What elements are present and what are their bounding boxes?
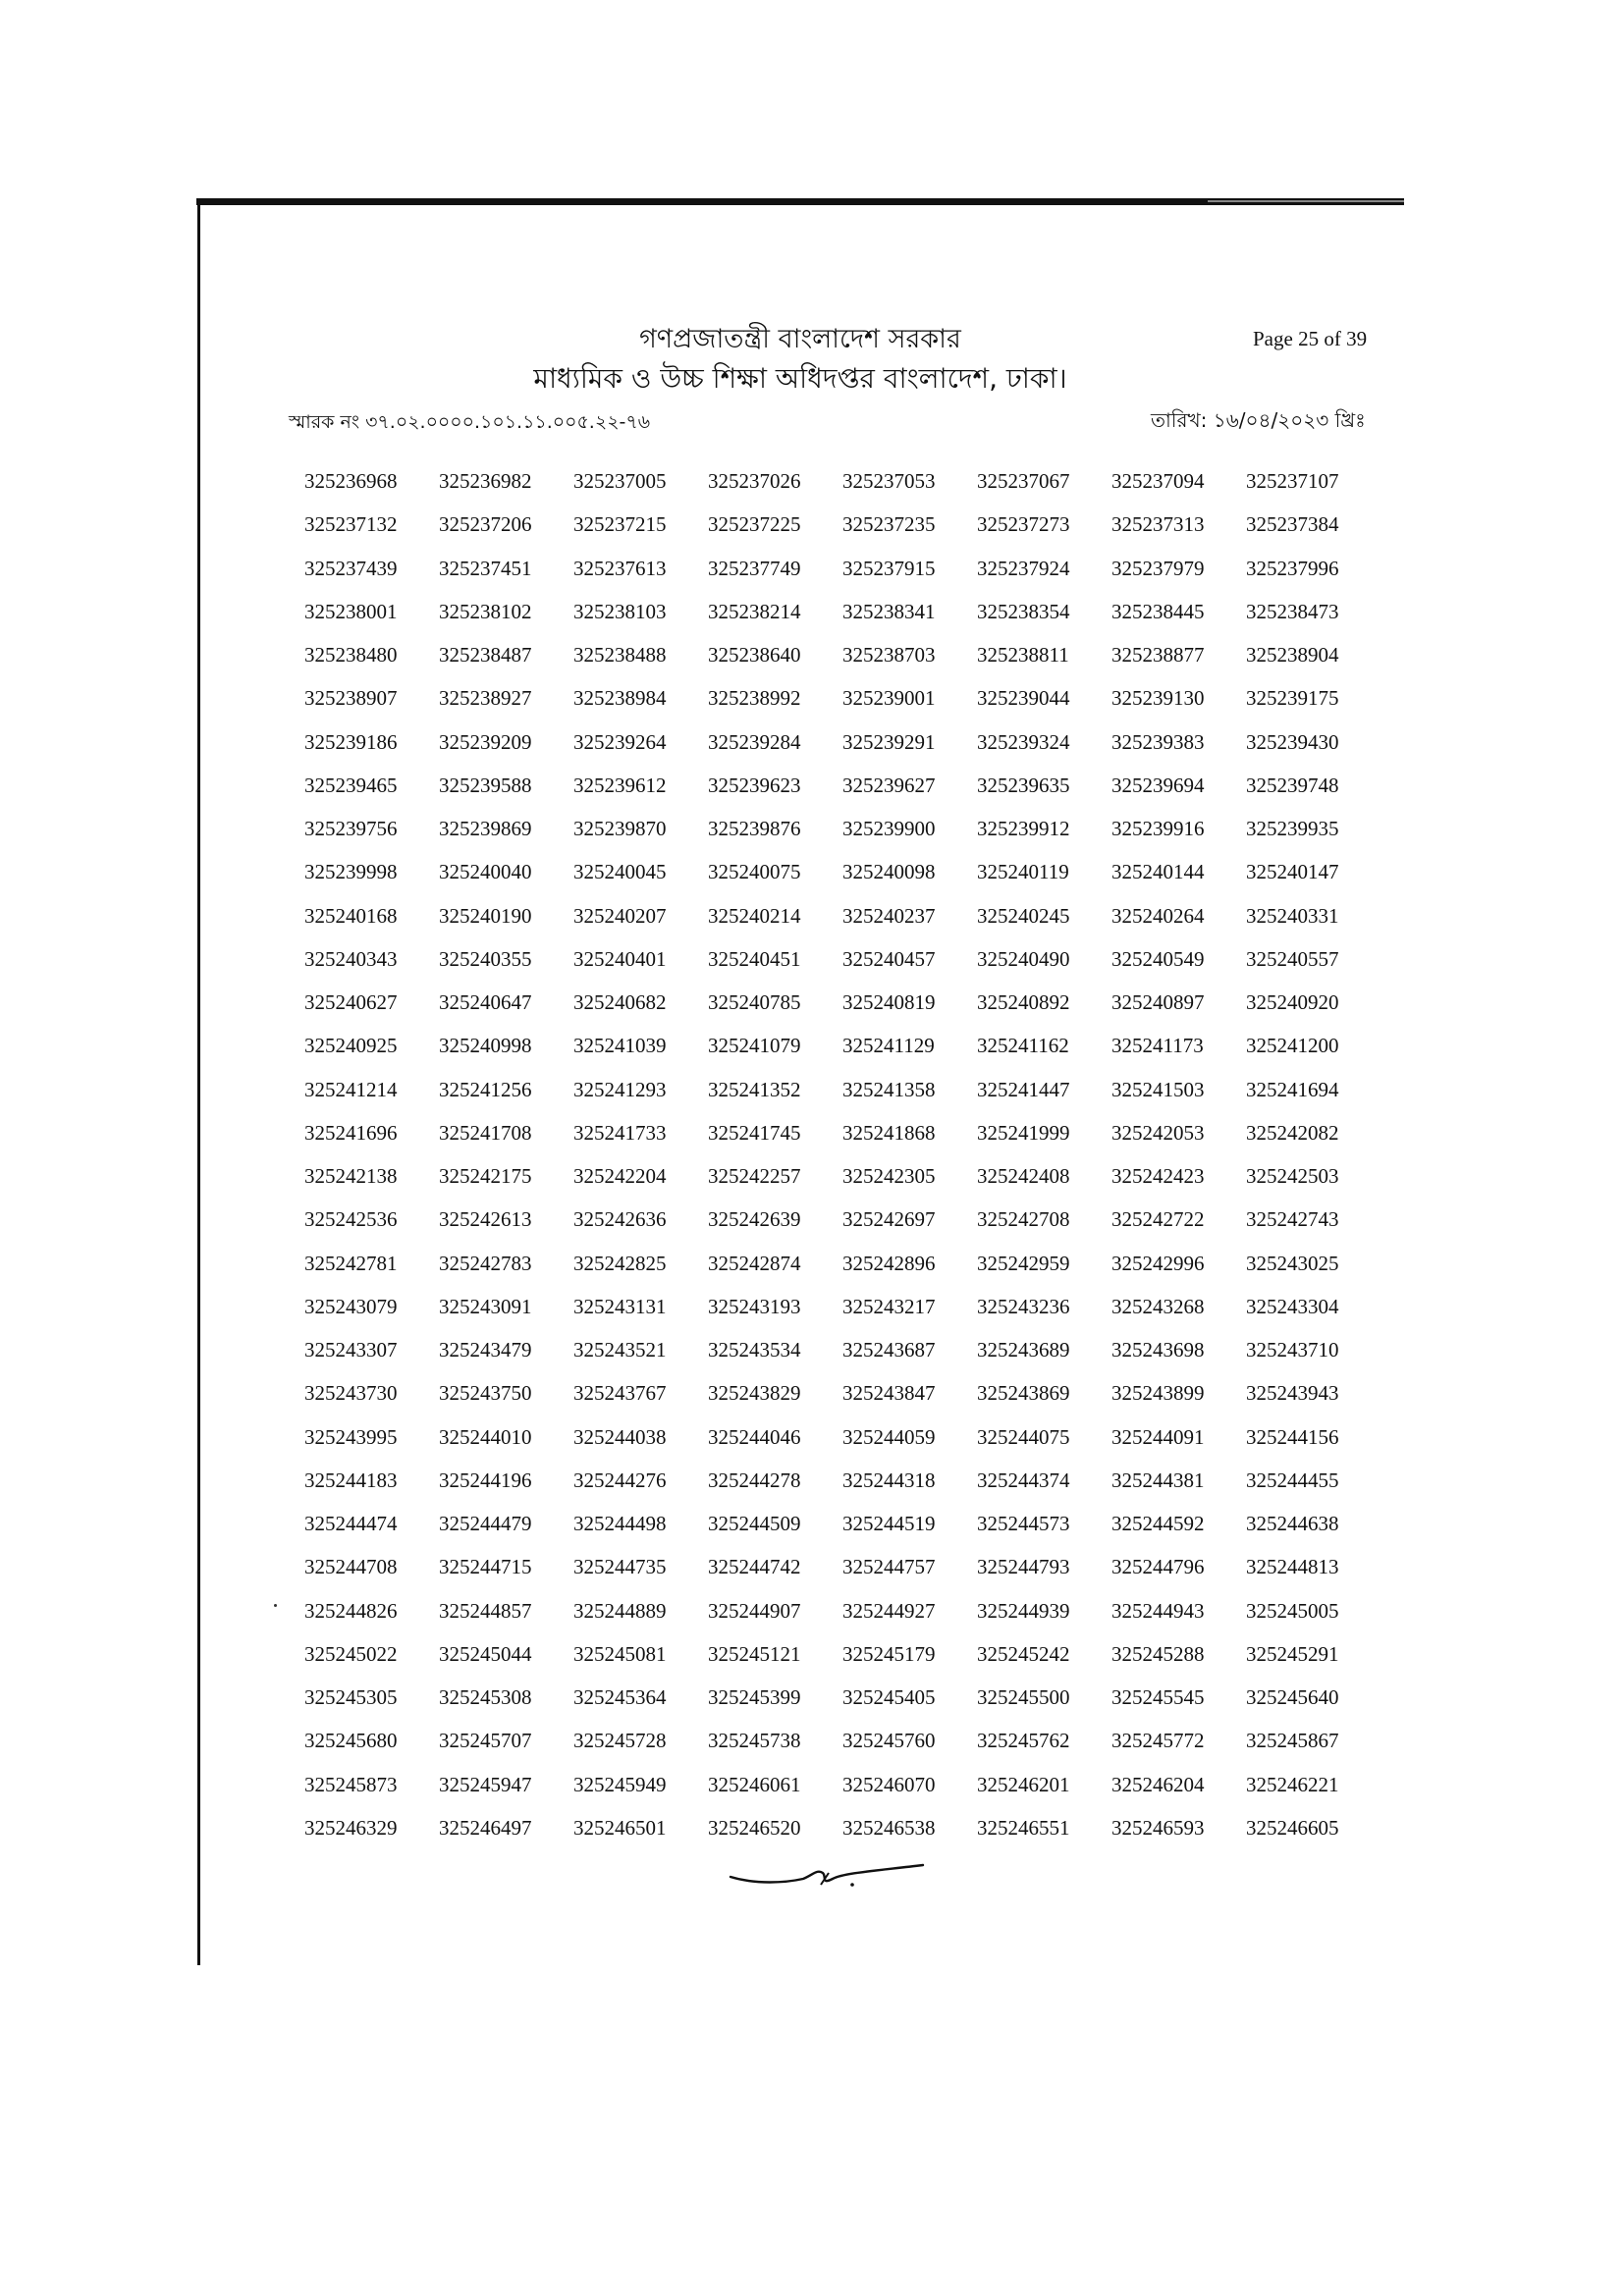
roll-number-cell: 325243687 [842, 1338, 936, 1362]
roll-number-cell: 325242305 [842, 1164, 936, 1188]
roll-number-cell: 325245760 [842, 1729, 936, 1753]
roll-number-cell: 325238877 [1111, 643, 1205, 667]
roll-number-cell: 325238907 [304, 686, 398, 711]
roll-number-cell: 325237273 [977, 512, 1070, 537]
roll-number-cell: 325246201 [977, 1772, 1070, 1796]
roll-number-cell: 325237206 [439, 512, 532, 537]
roll-number-cell: 325237451 [439, 556, 532, 580]
roll-number-cell: 325243730 [304, 1381, 398, 1406]
roll-number-cell: 325242874 [708, 1251, 801, 1275]
roll-number-cell: 325243829 [708, 1381, 801, 1406]
roll-number-cell: 325240168 [304, 903, 398, 928]
roll-number-cell: 325242053 [1111, 1120, 1205, 1145]
roll-number-cell: 325239900 [842, 817, 936, 840]
roll-number-cell: 325239612 [573, 773, 667, 797]
roll-number-cell: 325242204 [573, 1164, 667, 1188]
roll-number-cell: 325245242 [977, 1641, 1070, 1666]
roll-number-cell: 325240401 [573, 946, 667, 971]
roll-number-cell: 325237613 [573, 556, 667, 580]
roll-number-cell: 325242722 [1111, 1207, 1205, 1232]
document-header [196, 320, 1404, 399]
roll-number-cell: 325244638 [1246, 1512, 1339, 1535]
roll-number-cell: 325239130 [1111, 686, 1205, 711]
roll-number-cell: 325246204 [1111, 1772, 1205, 1796]
roll-number-cell: 325242082 [1246, 1120, 1339, 1145]
roll-number-cell: 325246605 [1246, 1815, 1339, 1840]
roll-number-cell: 325242613 [439, 1207, 532, 1232]
roll-number-cell: 325241694 [1246, 1077, 1339, 1101]
roll-number-cell: 325239623 [708, 773, 801, 797]
roll-number-cell: 325243193 [708, 1294, 801, 1318]
roll-number-cell: 325236968 [304, 469, 398, 493]
roll-number-cell: 325244857 [439, 1598, 532, 1623]
left-border-rule [197, 198, 200, 1965]
roll-number-cell: 325245772 [1111, 1729, 1205, 1753]
roll-number-cell: 325245179 [842, 1641, 936, 1666]
roll-number-cell: 325241214 [304, 1077, 398, 1101]
roll-number-cell: 325244474 [304, 1512, 398, 1535]
roll-number-cell: 325242639 [708, 1207, 801, 1232]
roll-number-cell: 325242708 [977, 1207, 1070, 1232]
roll-number-cell: 325241256 [439, 1077, 532, 1101]
roll-number-cell: 325244826 [304, 1598, 398, 1623]
roll-number-cell: 325241503 [1111, 1077, 1205, 1101]
roll-number-cell: 325244757 [842, 1555, 936, 1579]
roll-number-cell: 325238487 [439, 643, 532, 667]
roll-number-cell: 325245044 [439, 1641, 532, 1666]
roll-number-cell: 325245640 [1246, 1685, 1339, 1709]
roll-number-cell: 325240897 [1111, 990, 1205, 1014]
roll-number-cell: 325246061 [708, 1772, 801, 1796]
roll-number-cell: 325245288 [1111, 1641, 1205, 1666]
roll-number-cell: 325241352 [708, 1077, 801, 1101]
roll-number-cell: 325239870 [573, 817, 667, 840]
roll-number-cell: 325243698 [1111, 1338, 1205, 1362]
roll-number-cell: 325241745 [708, 1120, 801, 1145]
roll-number-cell: 325237924 [977, 556, 1070, 580]
roll-number-cell: 325239291 [842, 729, 936, 754]
roll-number-cell: 325239264 [573, 729, 667, 754]
roll-number-cell: 325246593 [1111, 1815, 1205, 1840]
roll-number-cell: 325238354 [977, 599, 1070, 623]
roll-number-cell: 325245081 [573, 1641, 667, 1666]
roll-number-cell: 325244278 [708, 1468, 801, 1492]
roll-number-cell: 325244374 [977, 1468, 1070, 1492]
roll-number-cell: 325243079 [304, 1294, 398, 1318]
roll-number-cell: 325238102 [439, 599, 532, 623]
roll-number-cell: 325240119 [977, 860, 1069, 884]
roll-number-cell: 325243304 [1246, 1294, 1339, 1318]
roll-number-cell: 325238927 [439, 686, 532, 711]
roll-number-cell: 325239635 [977, 773, 1070, 797]
roll-number-cell: 325240998 [439, 1034, 532, 1058]
roll-number-cell: 325240490 [977, 946, 1070, 971]
roll-number-cell: 325244183 [304, 1468, 398, 1492]
roll-number-cell: 325238001 [304, 599, 398, 623]
roll-number-cell: 325244509 [708, 1512, 801, 1535]
roll-number-cell: 325245305 [304, 1685, 398, 1709]
roll-number-cell: 325239588 [439, 773, 532, 797]
roll-number-cell: 325240682 [573, 990, 667, 1014]
roll-number-cell: 325241173 [1111, 1034, 1204, 1058]
roll-number-cell: 325240892 [977, 990, 1070, 1014]
roll-number-cell: 325244318 [842, 1468, 936, 1492]
roll-number-cell: 325239465 [304, 773, 398, 797]
roll-number-cell: 325244479 [439, 1512, 532, 1535]
roll-number-cell: 325242408 [977, 1164, 1070, 1188]
roll-number-cell: 325240045 [573, 860, 667, 884]
government-title: গণপ্রজাতন্ত্রী বাংলাদেশ সরকার [639, 324, 961, 354]
roll-number-cell: 325240925 [304, 1034, 398, 1058]
roll-number-cell: 325243268 [1111, 1294, 1205, 1318]
roll-number-cell: 325243025 [1246, 1251, 1339, 1275]
page-number: Page 25 of 39 [1253, 327, 1368, 350]
roll-number-cell: 325243899 [1111, 1381, 1205, 1406]
roll-number-cell: 325243689 [977, 1338, 1070, 1362]
roll-number-cell: 325244046 [708, 1424, 801, 1449]
roll-number-cell: 325243131 [573, 1294, 667, 1318]
roll-number-cell: 325238640 [708, 643, 801, 667]
roll-number-cell: 325240040 [439, 860, 532, 884]
roll-number-cell: 325243091 [439, 1294, 532, 1318]
roll-number-table [304, 459, 1380, 1849]
roll-number-cell: 325236982 [439, 469, 532, 493]
roll-number-cell: 325238473 [1246, 599, 1339, 623]
roll-number-cell: 325242896 [842, 1251, 936, 1275]
roll-number-cell: 325244592 [1111, 1512, 1205, 1535]
roll-number-cell: 325237026 [708, 469, 801, 493]
roll-number-cell: 325243750 [439, 1381, 532, 1406]
roll-number-cell: 325244196 [439, 1468, 532, 1492]
roll-number-cell: 325243710 [1246, 1338, 1339, 1362]
roll-number-cell: 325241696 [304, 1120, 398, 1145]
roll-number-cell: 325245405 [842, 1685, 936, 1709]
roll-number-cell: 325245364 [573, 1685, 667, 1709]
roll-number-cell: 325244793 [977, 1555, 1070, 1579]
roll-number-cell: 325245680 [304, 1729, 398, 1753]
roll-number-cell: 325240549 [1111, 946, 1205, 971]
roll-number-cell: 325244498 [573, 1512, 667, 1535]
roll-number-cell: 325244038 [573, 1424, 667, 1449]
roll-number-cell: 325245873 [304, 1772, 398, 1796]
roll-number-cell: 325240190 [439, 903, 532, 928]
roll-number-cell: 325239998 [304, 860, 398, 884]
roll-number-cell: 325237915 [842, 556, 936, 580]
roll-number-cell: 325244715 [439, 1555, 532, 1579]
roll-number-cell: 325238984 [573, 686, 667, 711]
roll-number-cell: 325239175 [1246, 686, 1339, 711]
roll-number-cell: 325239430 [1246, 729, 1339, 754]
roll-number-cell: 325237996 [1246, 556, 1339, 580]
roll-number-cell: 325237749 [708, 556, 801, 580]
roll-number-cell: 325245399 [708, 1685, 801, 1709]
roll-number-cell: 325237313 [1111, 512, 1205, 537]
roll-number-cell: 325240627 [304, 990, 398, 1014]
roll-number-cell: 325243534 [708, 1338, 801, 1362]
roll-number-cell: 325246497 [439, 1815, 532, 1840]
roll-number-cell: 325239912 [977, 817, 1070, 840]
roll-number-cell: 325244742 [708, 1555, 801, 1579]
roll-number-cell: 325240819 [842, 990, 936, 1014]
roll-number-cell: 325238904 [1246, 643, 1339, 667]
roll-number-cell: 325239869 [439, 817, 532, 840]
roll-number-cell: 325245728 [573, 1729, 667, 1753]
scan-speck [274, 1604, 277, 1607]
roll-number-cell: 325240355 [439, 946, 532, 971]
roll-number-cell: 325240920 [1246, 990, 1339, 1014]
roll-number-cell: 325245308 [439, 1685, 532, 1709]
roll-number-cell: 325244939 [977, 1598, 1070, 1623]
roll-number-cell: 325241708 [439, 1120, 532, 1145]
roll-number-cell: 325242781 [304, 1251, 398, 1275]
roll-number-cell: 325237132 [304, 512, 398, 537]
roll-number-cell: 325240557 [1246, 946, 1339, 971]
roll-number-cell: 325242423 [1111, 1164, 1205, 1188]
roll-number-cell: 325239876 [708, 817, 801, 840]
roll-number-cell: 325239748 [1246, 773, 1339, 797]
roll-number-cell: 325240147 [1246, 860, 1339, 884]
roll-number-cell: 325244907 [708, 1598, 801, 1623]
roll-number-cell: 325241999 [977, 1120, 1070, 1145]
roll-number-cell: 325241868 [842, 1120, 936, 1145]
roll-number-cell: 325245867 [1246, 1729, 1339, 1753]
roll-number-cell: 325244455 [1246, 1468, 1339, 1492]
roll-number-cell: 325242959 [977, 1251, 1070, 1275]
roll-number-cell: 325245545 [1111, 1685, 1205, 1709]
roll-number-cell: 325241358 [842, 1077, 936, 1101]
roll-number-cell: 325240343 [304, 946, 398, 971]
roll-number-cell: 325242536 [304, 1207, 398, 1232]
roll-number-cell: 325243995 [304, 1424, 398, 1449]
roll-number-cell: 325239935 [1246, 817, 1339, 840]
roll-number-cell: 325241200 [1246, 1034, 1339, 1058]
roll-number-cell: 325242697 [842, 1207, 936, 1232]
memo-date: তারিখ: ১৬/০৪/২০২৩ খ্রিঃ [1151, 408, 1366, 432]
roll-number-cell: 325240457 [842, 946, 936, 971]
roll-number-cell: 325245500 [977, 1685, 1070, 1709]
roll-number-cell: 325240264 [1111, 903, 1205, 928]
roll-number-cell: 325242996 [1111, 1251, 1205, 1275]
roll-number-cell: 325241039 [573, 1034, 667, 1058]
roll-number-cell: 325245947 [439, 1772, 532, 1796]
roll-number-cell: 325239186 [304, 729, 398, 754]
roll-number-cell: 325238811 [977, 643, 1069, 667]
roll-number-cell: 325245005 [1246, 1598, 1339, 1623]
roll-number-cell: 325239001 [842, 686, 936, 711]
roll-number-cell: 325244813 [1246, 1555, 1339, 1579]
roll-number-cell: 325239284 [708, 729, 801, 754]
roll-number-cell: 325242783 [439, 1251, 532, 1275]
roll-number-cell: 325243479 [439, 1338, 532, 1362]
roll-number-cell: 325239627 [842, 773, 936, 797]
roll-number-cell: 325246329 [304, 1815, 398, 1840]
roll-number-cell: 325240785 [708, 990, 801, 1014]
roll-number-cell: 325240075 [708, 860, 801, 884]
roll-number-cell: 325245762 [977, 1729, 1070, 1753]
roll-number-cell: 325241162 [977, 1034, 1069, 1058]
roll-number-cell: 325238480 [304, 643, 398, 667]
roll-number-cell: 325241447 [977, 1077, 1070, 1101]
roll-number-cell: 325239756 [304, 817, 398, 840]
roll-number-cell: 325243869 [977, 1381, 1070, 1406]
roll-number-cell: 325237235 [842, 512, 936, 537]
roll-number-cell: 325244708 [304, 1555, 398, 1579]
roll-number-cell: 325241733 [573, 1120, 667, 1145]
roll-number-cell: 325245121 [708, 1641, 801, 1666]
roll-number-cell: 325244735 [573, 1555, 667, 1579]
roll-number-cell: 325237439 [304, 556, 398, 580]
roll-number-cell: 325240207 [573, 903, 667, 928]
roll-number-cell: 325243847 [842, 1381, 936, 1406]
roll-number-cell: 325237094 [1111, 469, 1205, 493]
roll-number-cell: 325237384 [1246, 512, 1339, 537]
roll-number-cell: 325242743 [1246, 1207, 1339, 1232]
roll-number-cell: 325244091 [1111, 1424, 1205, 1449]
roll-number-cell: 325239383 [1111, 729, 1205, 754]
roll-number-cell: 325246221 [1246, 1772, 1339, 1796]
roll-number-cell: 325240214 [708, 903, 801, 928]
roll-number-cell: 325242138 [304, 1164, 398, 1188]
memo-reference: স্মারক নং ৩৭.০২.০০০০.১০১.১১.০০৫.২২-৭৬ [289, 411, 651, 433]
roll-number-cell: 325238214 [708, 599, 801, 623]
roll-number-cell: 325243943 [1246, 1381, 1339, 1406]
roll-number-cell: 325240647 [439, 990, 532, 1014]
roll-number-cell: 325246520 [708, 1815, 801, 1840]
roll-number-cell: 325237979 [1111, 556, 1205, 580]
roll-number-cell: 325239209 [439, 729, 532, 754]
roll-number-cell: 325240245 [977, 903, 1070, 928]
roll-number-cell: 325245022 [304, 1641, 398, 1666]
roll-number-cell: 325240451 [708, 946, 801, 971]
roll-number-cell: 325242257 [708, 1164, 801, 1188]
roll-number-cell: 325246551 [977, 1815, 1070, 1840]
roll-number-cell: 325244075 [977, 1424, 1070, 1449]
roll-number-cell: 325237053 [842, 469, 936, 493]
roll-number-cell: 325240098 [842, 860, 936, 884]
roll-number-cell: 325243217 [842, 1294, 936, 1318]
roll-number-cell: 325237005 [573, 469, 667, 493]
roll-number-cell: 325245707 [439, 1729, 532, 1753]
roll-number-cell: 325246501 [573, 1815, 667, 1840]
roll-number-cell: 325244927 [842, 1598, 936, 1623]
roll-number-cell: 325241129 [842, 1034, 935, 1058]
roll-number-cell: 325238103 [573, 599, 667, 623]
roll-number-cell: 325244276 [573, 1468, 667, 1492]
roll-number-cell: 325240237 [842, 903, 936, 928]
roll-number-cell: 325237067 [977, 469, 1070, 493]
roll-number-cell: 325245291 [1246, 1641, 1339, 1666]
roll-number-cell: 325244010 [439, 1424, 532, 1449]
roll-number-cell: 325238703 [842, 643, 936, 667]
roll-number-cell: 325239694 [1111, 773, 1205, 797]
department-title: মাধ্যমিক ও উচ্চ শিক্ষা অধিদপ্তর বাংলাদেশ, ঢাকা। [533, 362, 1067, 395]
roll-number-cell: 325239324 [977, 729, 1070, 754]
roll-number-cell: 325238445 [1111, 599, 1205, 623]
roll-number-cell: 325244156 [1246, 1424, 1339, 1449]
roll-number-cell: 325244943 [1111, 1598, 1205, 1623]
roll-number-cell: 325244889 [573, 1598, 667, 1623]
roll-number-cell: 325245949 [573, 1772, 667, 1796]
roll-number-cell: 325237225 [708, 512, 801, 537]
roll-number-cell: 325243521 [573, 1338, 667, 1362]
roll-number-cell: 325244059 [842, 1424, 936, 1449]
roll-number-cell: 325244796 [1111, 1555, 1205, 1579]
roll-number-cell: 325241079 [708, 1034, 801, 1058]
roll-number-cell: 325237107 [1246, 469, 1339, 493]
roll-number-cell: 325244573 [977, 1512, 1070, 1535]
roll-number-cell: 325241293 [573, 1077, 667, 1101]
roll-number-cell: 325243767 [573, 1381, 667, 1406]
roll-number-cell: 325243307 [304, 1338, 398, 1362]
roll-number-cell: 325243236 [977, 1294, 1070, 1318]
roll-number-cell: 325238341 [842, 599, 936, 623]
top-border-rule-tail [1208, 200, 1404, 202]
roll-number-cell: 325245738 [708, 1729, 801, 1753]
roll-number-cell: 325239044 [977, 686, 1070, 711]
roll-number-cell: 325237215 [573, 512, 667, 537]
roll-number-cell: 325242825 [573, 1251, 667, 1275]
roll-number-cell: 325238488 [573, 643, 667, 667]
roll-number-cell: 325246538 [842, 1815, 936, 1840]
roll-number-cell: 325238992 [708, 686, 801, 711]
roll-number-cell: 325244519 [842, 1512, 936, 1535]
roll-number-cell: 325242175 [439, 1164, 532, 1188]
signature-icon [727, 1855, 928, 1895]
roll-number-cell: 325246070 [842, 1772, 936, 1796]
roll-number-cell: 325242503 [1246, 1164, 1339, 1188]
roll-number-cell: 325244381 [1111, 1468, 1205, 1492]
roll-number-cell: 325239916 [1111, 817, 1205, 840]
roll-number-cell: 325240144 [1111, 860, 1205, 884]
roll-number-cell: 325240331 [1246, 903, 1339, 928]
roll-number-cell: 325242636 [573, 1207, 667, 1232]
